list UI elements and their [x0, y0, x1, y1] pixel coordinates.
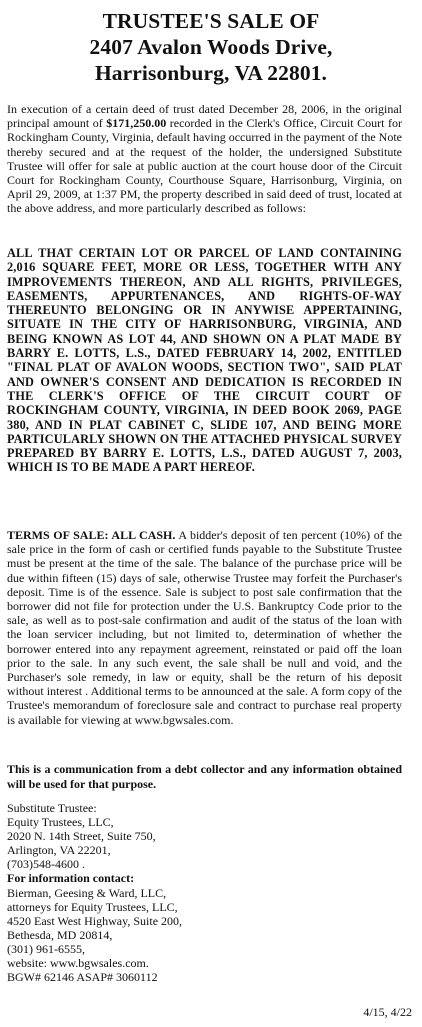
- trustee-label: Substitute Trustee:: [7, 801, 97, 815]
- terms-heading: TERMS OF SALE: ALL CASH.: [7, 528, 176, 542]
- contact-block: [7, 801, 307, 984]
- trustee-address-2: Arlington, VA 22201,: [7, 843, 111, 858]
- intro-paragraph: [7, 102, 402, 216]
- info-firm: Bierman, Geesing & Ward, LLC,: [7, 885, 167, 900]
- publication-dates: 4/15, 4/22: [363, 1005, 412, 1019]
- trustee-phone: (703)548-4600 .: [7, 857, 85, 872]
- terms-paragraph: [7, 528, 402, 727]
- debt-collector-notice: This is a communication from a debt collector and any information obtained will be used for that purpose.: [7, 762, 402, 791]
- info-reference: BGW# 62146 ASAP# 3060112: [7, 970, 158, 985]
- trustee-name: Equity Trustees, LLC,: [7, 815, 114, 830]
- trustee-address-1: 2020 N. 14th Street, Suite 750,: [7, 829, 156, 844]
- notice-title: [6, 8, 416, 86]
- intro-text-2: recorded in the Clerk's Office, Circuit Court for Rockingham County, Virginia, default having occurred in the payment of the Note thereby secured and at the request of the holder, the undersigned Substitute Trustee will offer for sale at public auction at the court house door of the Circuit Court for Rockingham County, Courthouse Square, Harrisonburg, Virginia, on April 29, 2009, at 1:37 PM, the property described in said deed of trust, located at the above address, and more particularly described as follows:: [7, 116, 403, 216]
- principal-amount: $171,250.00: [106, 116, 167, 131]
- title-line-3: Harrisonburg, VA 22801.: [94, 61, 328, 85]
- info-contact-label: For information contact:: [7, 871, 135, 886]
- intro-text-1: In execution of a certain deed of trust dated December 28, 2006, in the original principal amount of: [7, 102, 402, 131]
- info-website: website: www.bgwsales.com.: [7, 956, 149, 971]
- info-address-1: 4520 East West Highway, Suite 200,: [7, 913, 183, 928]
- info-role: attorneys for Equity Trustees, LLC,: [7, 899, 178, 914]
- title-line-2: 2407 Avalon Woods Drive,: [89, 35, 333, 59]
- info-address-2: Bethesda, MD 20814,: [7, 927, 113, 942]
- title-line-1: TRUSTEE'S SALE OF: [102, 9, 320, 33]
- legal-description: ALL THAT CERTAIN LOT OR PARCEL OF LAND CONTAINING 2,016 SQUARE FEET, MORE OR LESS, TOGETHER WITH ANY IMPROVEMENTS THEREON, AND ALL RIGHTS, PRIVILEGES, EASEMENTS, APPURTENANCES, AND RIGHTS-OF-WAY THEREUNTO BELONGING OR IN ANYWISE APPERTAINING, SITUATE IN THE CITY OF HARRISONBURG, VIRGINIA, AND BEING KNOWN AS LOT 44, AND SHOWN ON A PLAT MADE BY BARRY E. LOTTS, L.S., DATED FEBRUARY 14, 2002, ENTITLED "FINAL PLAT OF AVALON WOODS, SECTION TWO", SAID PLAT AND OWNER'S CONSENT AND DEDICATION IS RECORDED IN THE CLERK'S OFFICE OF THE CIRCUIT COURT OF ROCKINGHAM COUNTY, VIRGINIA, IN DEED BOOK 2069, PAGE 380, AND IN PLAT CABINET C, SLIDE 107, AND BEING MORE PARTICULARLY SHOWN ON THE ATTACHED PHYSICAL SURVEY PREPARED BY BARRY E. LOTTS, L.S., DATED AUGUST 7, 2003, WHICH IS TO BE MADE A PART HEREOF.: [7, 246, 402, 475]
- info-phone: (301) 961-6555,: [7, 941, 85, 956]
- terms-body: A bidder's deposit of ten percent (10%) of the sale price in the form of cash or certified funds payable to the Substitute Trustee must be present at the time of the sale. The balance of the purchase price will be due within fifteen (15) days of sale, otherwise Trustee may forfeit the Purchaser's deposit. Time is of the essence. Sale is subject to post sale confirmation that the borrower did not file for protection under the U.S. Bankruptcy Code prior to the sale, as well as to post-sale confirmation and audit of the status of the loan with the loan servicer including, but not limited to, determination of whether the borrower entered into any repayment agreement, reinstated or paid off the loan prior to the sale. In any such event, the sale shall be null and void, and the Purchaser's sole remedy, in law or equity, shall be the return of his deposit without interest . Additional terms to be announced at the sale. A form copy of the Trustee's memorandum of foreclosure sale and contract to purchase real property is available for viewing at www.bgwsales.com.: [7, 528, 402, 727]
